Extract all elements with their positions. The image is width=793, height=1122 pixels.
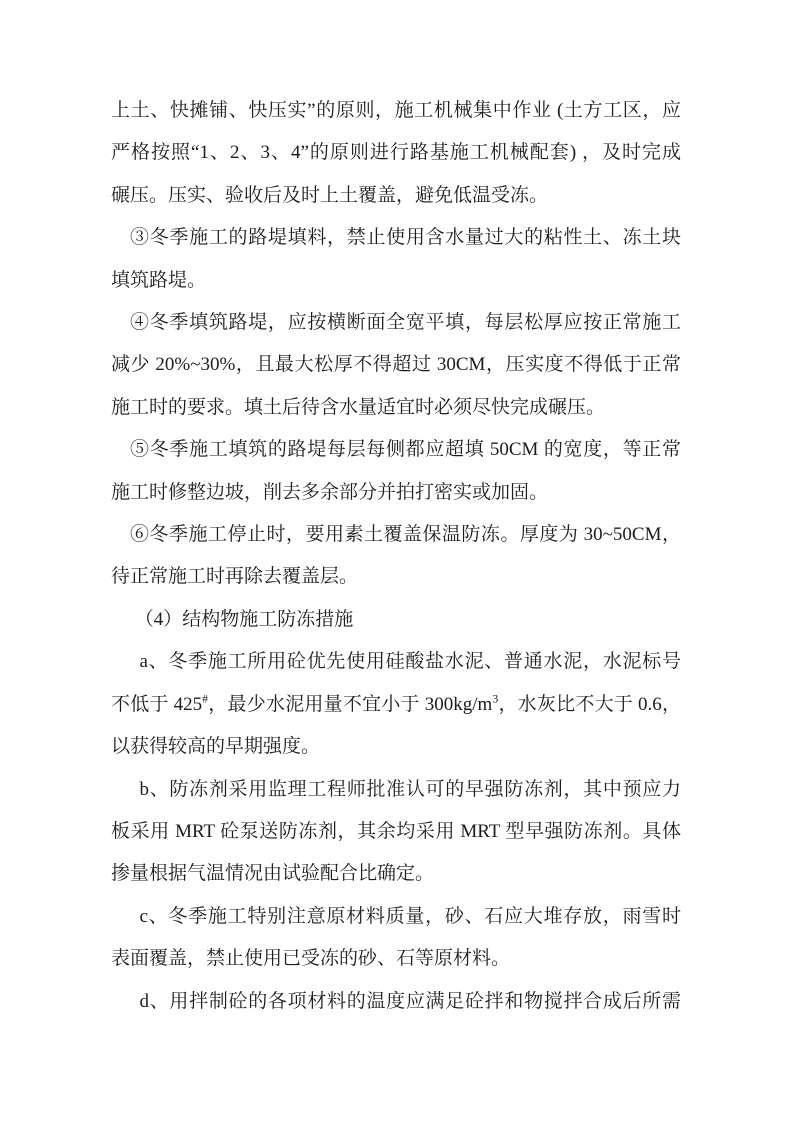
text-run: ，水灰比不大于 0.6， <box>498 693 681 715</box>
text-run: 填筑路堤。 <box>111 269 207 291</box>
text-line <box>111 769 681 811</box>
text-run: 掺量根据气温情况由试验配合比确定。 <box>111 863 435 885</box>
text-line <box>111 302 681 344</box>
text-line <box>111 684 681 726</box>
text-run: 待正常施工时再除去覆盖层。 <box>111 566 359 588</box>
text-run: ③冬季施工的路堤填料，禁止使用含水量过大的粘性土、冻土块 <box>130 227 681 249</box>
text-line <box>111 132 681 174</box>
text-line <box>111 514 681 556</box>
text-run: 碾压。压实、验收后及时上土覆盖，避免低温受冻。 <box>111 184 549 206</box>
text-line <box>111 938 681 980</box>
text-run: a、冬季施工所用砼优先使用硅酸盐水泥、普通水泥，水泥标号 <box>139 651 681 673</box>
text-line <box>111 556 681 598</box>
text-line <box>111 344 681 386</box>
text-line <box>111 175 681 217</box>
text-line <box>111 217 681 259</box>
text-run: 上土、快摊铺、快压实”的原则，施工机械集中作业 (土方工区，应 <box>111 100 681 121</box>
text-line <box>111 260 681 302</box>
text-line <box>111 90 681 132</box>
text-run: b、防冻剂采用监理工程师批准认可的早强防冻剂，其中预应力 <box>139 778 681 800</box>
text-line <box>111 726 681 768</box>
text-line <box>111 896 681 938</box>
text-run: 减少 20%~30%，且最大松厚不得超过 30CM，压实度不得低于正常 <box>111 354 681 376</box>
text-line <box>111 641 681 683</box>
text-run: 以获得较高的早期强度。 <box>111 736 321 758</box>
text-run: 施工时修整边坡，削去多余部分并拍打密实或加固。 <box>111 481 549 503</box>
text-run: 施工时的要求。填土后待含水量适宜时必须尽快完成碾压。 <box>111 396 606 418</box>
text-run: 板采用 MRT 砼泵送防冻剂，其余均采用 MRT 型早强防冻剂。具体 <box>111 820 681 842</box>
text-line <box>111 472 681 514</box>
text-run: c、冬季施工特别注意原材料质量，砂、石应大堆存放，雨雪时 <box>139 905 681 927</box>
text-line <box>111 981 681 1023</box>
document-body <box>111 90 681 1023</box>
text-line <box>111 387 681 429</box>
superscript: # <box>202 692 209 706</box>
text-run: ⑥冬季施工停止时，要用素土覆盖保温防冻。厚度为 30~50CM， <box>130 524 681 546</box>
text-line <box>111 811 681 853</box>
superscript: 3 <box>492 692 499 706</box>
text-run: 严格按照“1、2、3、4”的原则进行路基施工机械配套) ，及时完成 <box>111 142 681 164</box>
text-line <box>111 599 681 641</box>
text-run: d、用拌制砼的各项材料的温度应满足砼拌和物搅拌合成后所需 <box>139 990 681 1012</box>
text-run: 不低于 425 <box>111 693 203 715</box>
text-line <box>111 429 681 471</box>
text-run: ，最少水泥用量不宜小于 300kg/m <box>208 693 493 715</box>
text-run: 表面覆盖，禁止使用已受冻的砂、石等原材料。 <box>111 948 511 970</box>
text-run: （4）结构物施工防冻措施 <box>134 608 354 630</box>
text-run: ④冬季填筑路堤，应按横断面全宽平填，每层松厚应按正常施工 <box>130 312 681 334</box>
text-line <box>111 853 681 895</box>
text-run: ⑤冬季施工填筑的路堤每层每侧都应超填 50CM 的宽度，等正常 <box>130 439 681 461</box>
